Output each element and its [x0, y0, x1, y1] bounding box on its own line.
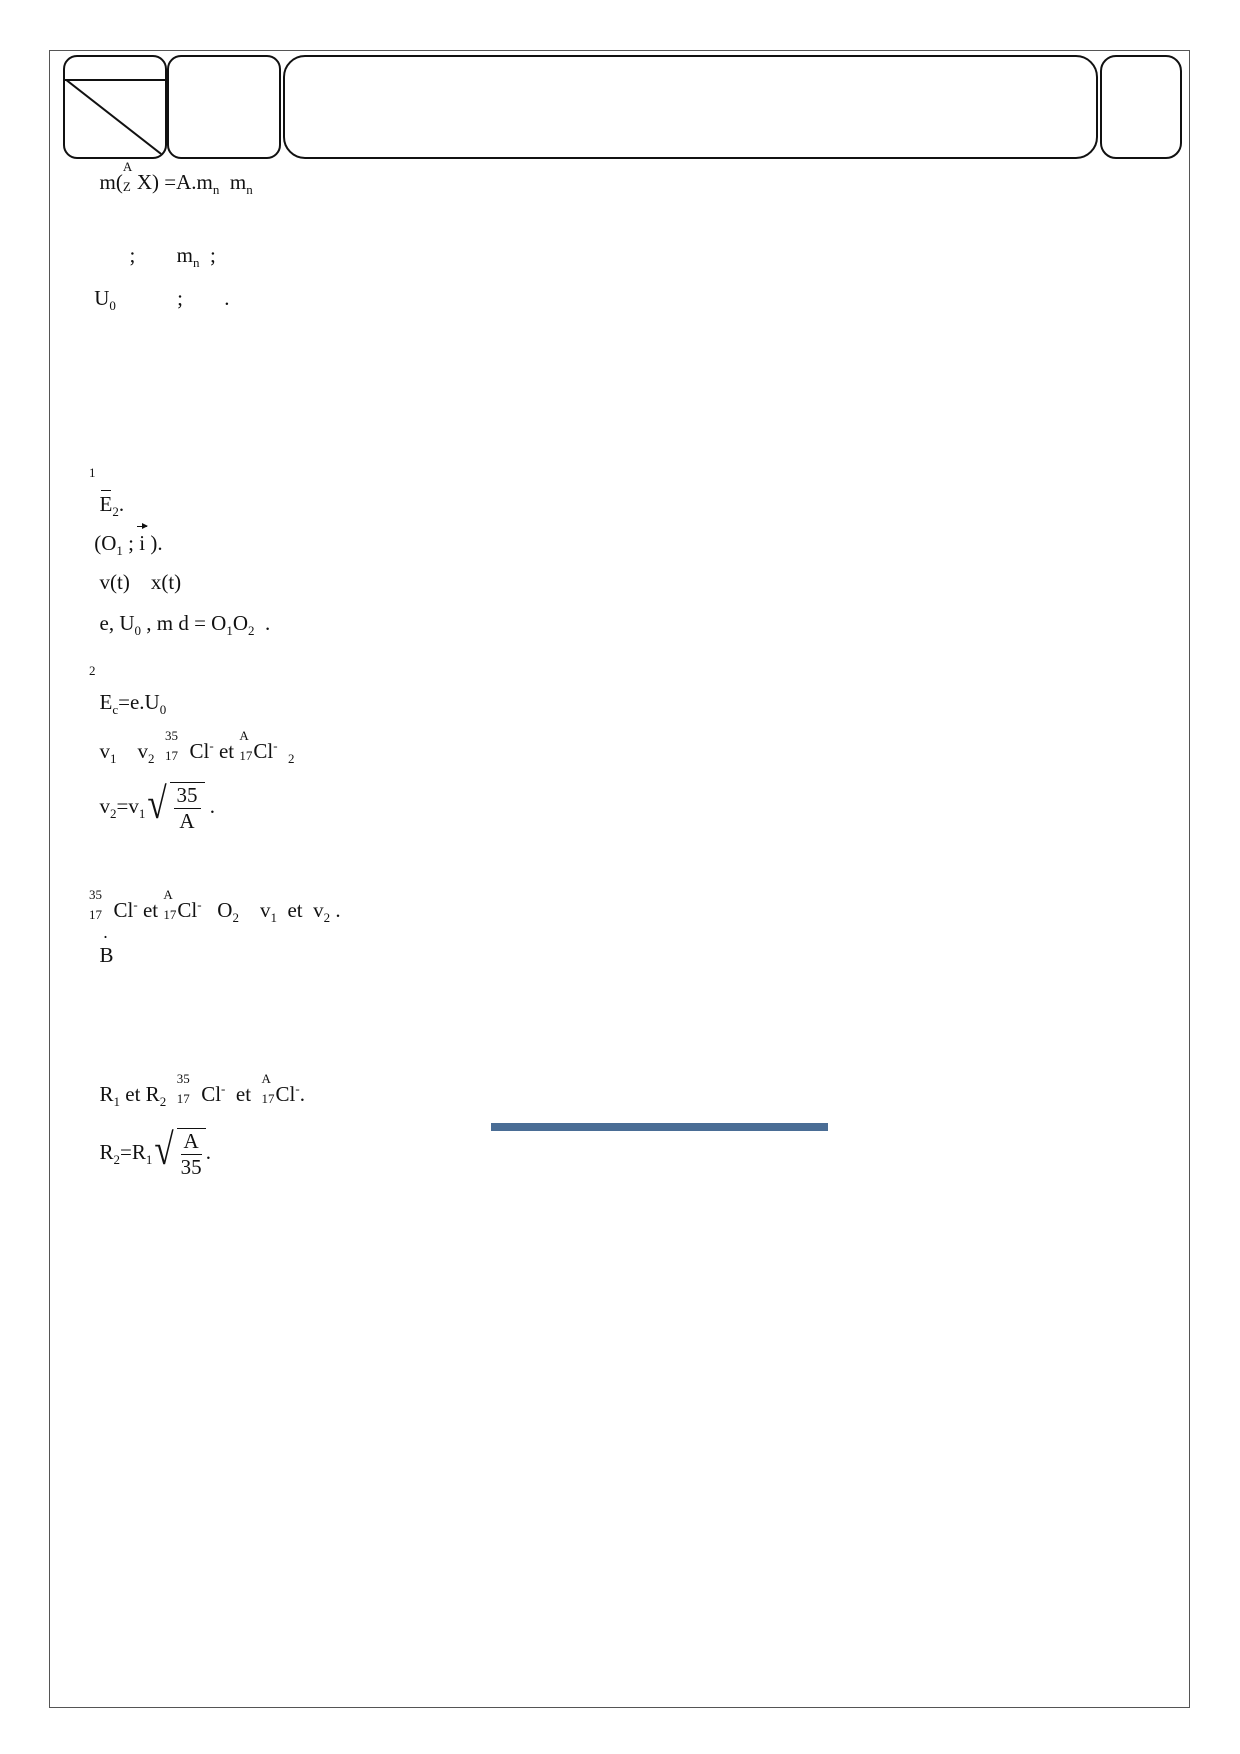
q1-1-line2: e, $U_0$ , m $d = O_1O_2$ . — [89, 611, 271, 639]
q1-2-line2: $E_c=e.U_0$ — [89, 690, 167, 718]
q1-3-line2: $v_2=v_1$ √ $\frac{35}{A}$ . — [89, 779, 221, 834]
page-number-box — [63, 55, 167, 159]
q2-3-1-line: $R_2=R_1$ √ $\frac{A}{35}$ . — [89, 1125, 211, 1180]
q2-1-line1: · B — [89, 943, 1149, 968]
exam-code — [167, 55, 281, 159]
q1-2-line1: 2 — [89, 663, 96, 679]
separator-bar — [491, 1123, 828, 1131]
intro-mass-line: m( A Z $X) =A.m_n$ $m_n$ — [99, 159, 253, 198]
q1-1-line1: v(t) x(t) — [89, 570, 182, 594]
page-label — [65, 57, 165, 81]
data-e-mn: ; $m_n$ ; — [129, 243, 216, 271]
empty-header-box — [1100, 55, 1182, 159]
s1-p2: $E_2$. — [99, 492, 125, 520]
q2-3-line: $R_1$ et $R_2$ 35 17 Cl- et A 17 Cl-. — [89, 1071, 305, 1110]
diagonal-divider-icon — [65, 79, 165, 157]
s1-p3: ($O_1$ ; i ). — [89, 531, 163, 559]
s2-p1: 35 17 Cl- et A 17 Cl- $O_2$ $v_1$ et $v_2$ . — [89, 887, 341, 926]
data-u0-b: $U_0$ ; . — [89, 286, 230, 314]
s1-p1: 1 — [89, 465, 96, 481]
exam-title-box — [283, 55, 1098, 159]
q1-3-line1: $v_1$ $v_2$ 35 17 Cl- et A 17 Cl- $_2$ — [89, 728, 295, 767]
